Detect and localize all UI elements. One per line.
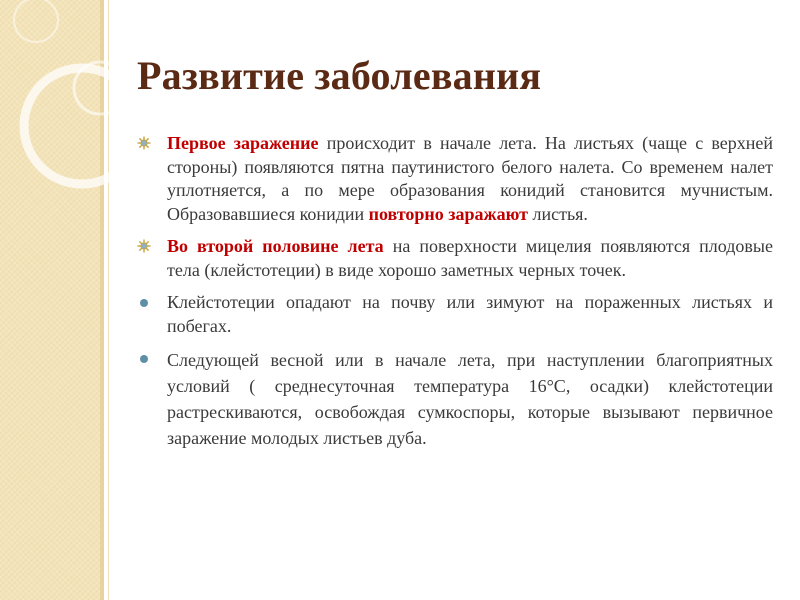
decorative-side-panel <box>0 0 100 600</box>
bullet-1-text-2: листья. <box>527 203 588 224</box>
bullet-2-highlight-1: Во второй половине лета <box>167 236 384 256</box>
bullet-list <box>135 132 773 460</box>
bullet-1-text-1: происходит в начале лета. На листьях (чаще с верхней стороны) появляются пятна паутинистого белого налета. Со временем налет уплотняется, а по мере образования конидий становится мучнистым. Образовавшиеся конидии <box>167 133 773 224</box>
sun-bullet-icon <box>137 239 151 253</box>
dot-bullet-icon <box>137 351 151 365</box>
bullet-3-text-1: Клейстотеции опадают на почву или зимуют на пораженных листьях и побегах. <box>167 292 773 336</box>
bullet-1-highlight-1: Первое заражение <box>167 133 319 153</box>
decorative-divider-thin <box>108 0 109 600</box>
bullet-2-text-1: на поверхности мицелия появляются плодовые тела (клейстотеции) в виде хорошо заметных черных точек. <box>167 236 773 280</box>
sun-bullet-icon <box>137 136 151 150</box>
bullet-4-text-1: Следующей весной или в начале лета, при наступлении благоприятных условий ( среднесуточная температура 16°С, осадки) клейстотеции растрескиваются, освобождая сумкоспоры, которые вызывают первичное заражение молодых листьев дуба. <box>167 350 773 448</box>
bullet-item-cleistothecia-fall <box>135 291 773 338</box>
bullet-item-first-infection <box>135 132 773 226</box>
slide-title: Развитие заболевания <box>137 53 542 98</box>
decorative-divider <box>100 0 104 600</box>
bullet-item-next-spring <box>135 347 773 451</box>
dot-bullet-icon <box>137 295 151 309</box>
bullet-item-second-half-summer <box>135 235 773 282</box>
bullet-1-highlight-2: повторно заражают <box>368 203 528 224</box>
